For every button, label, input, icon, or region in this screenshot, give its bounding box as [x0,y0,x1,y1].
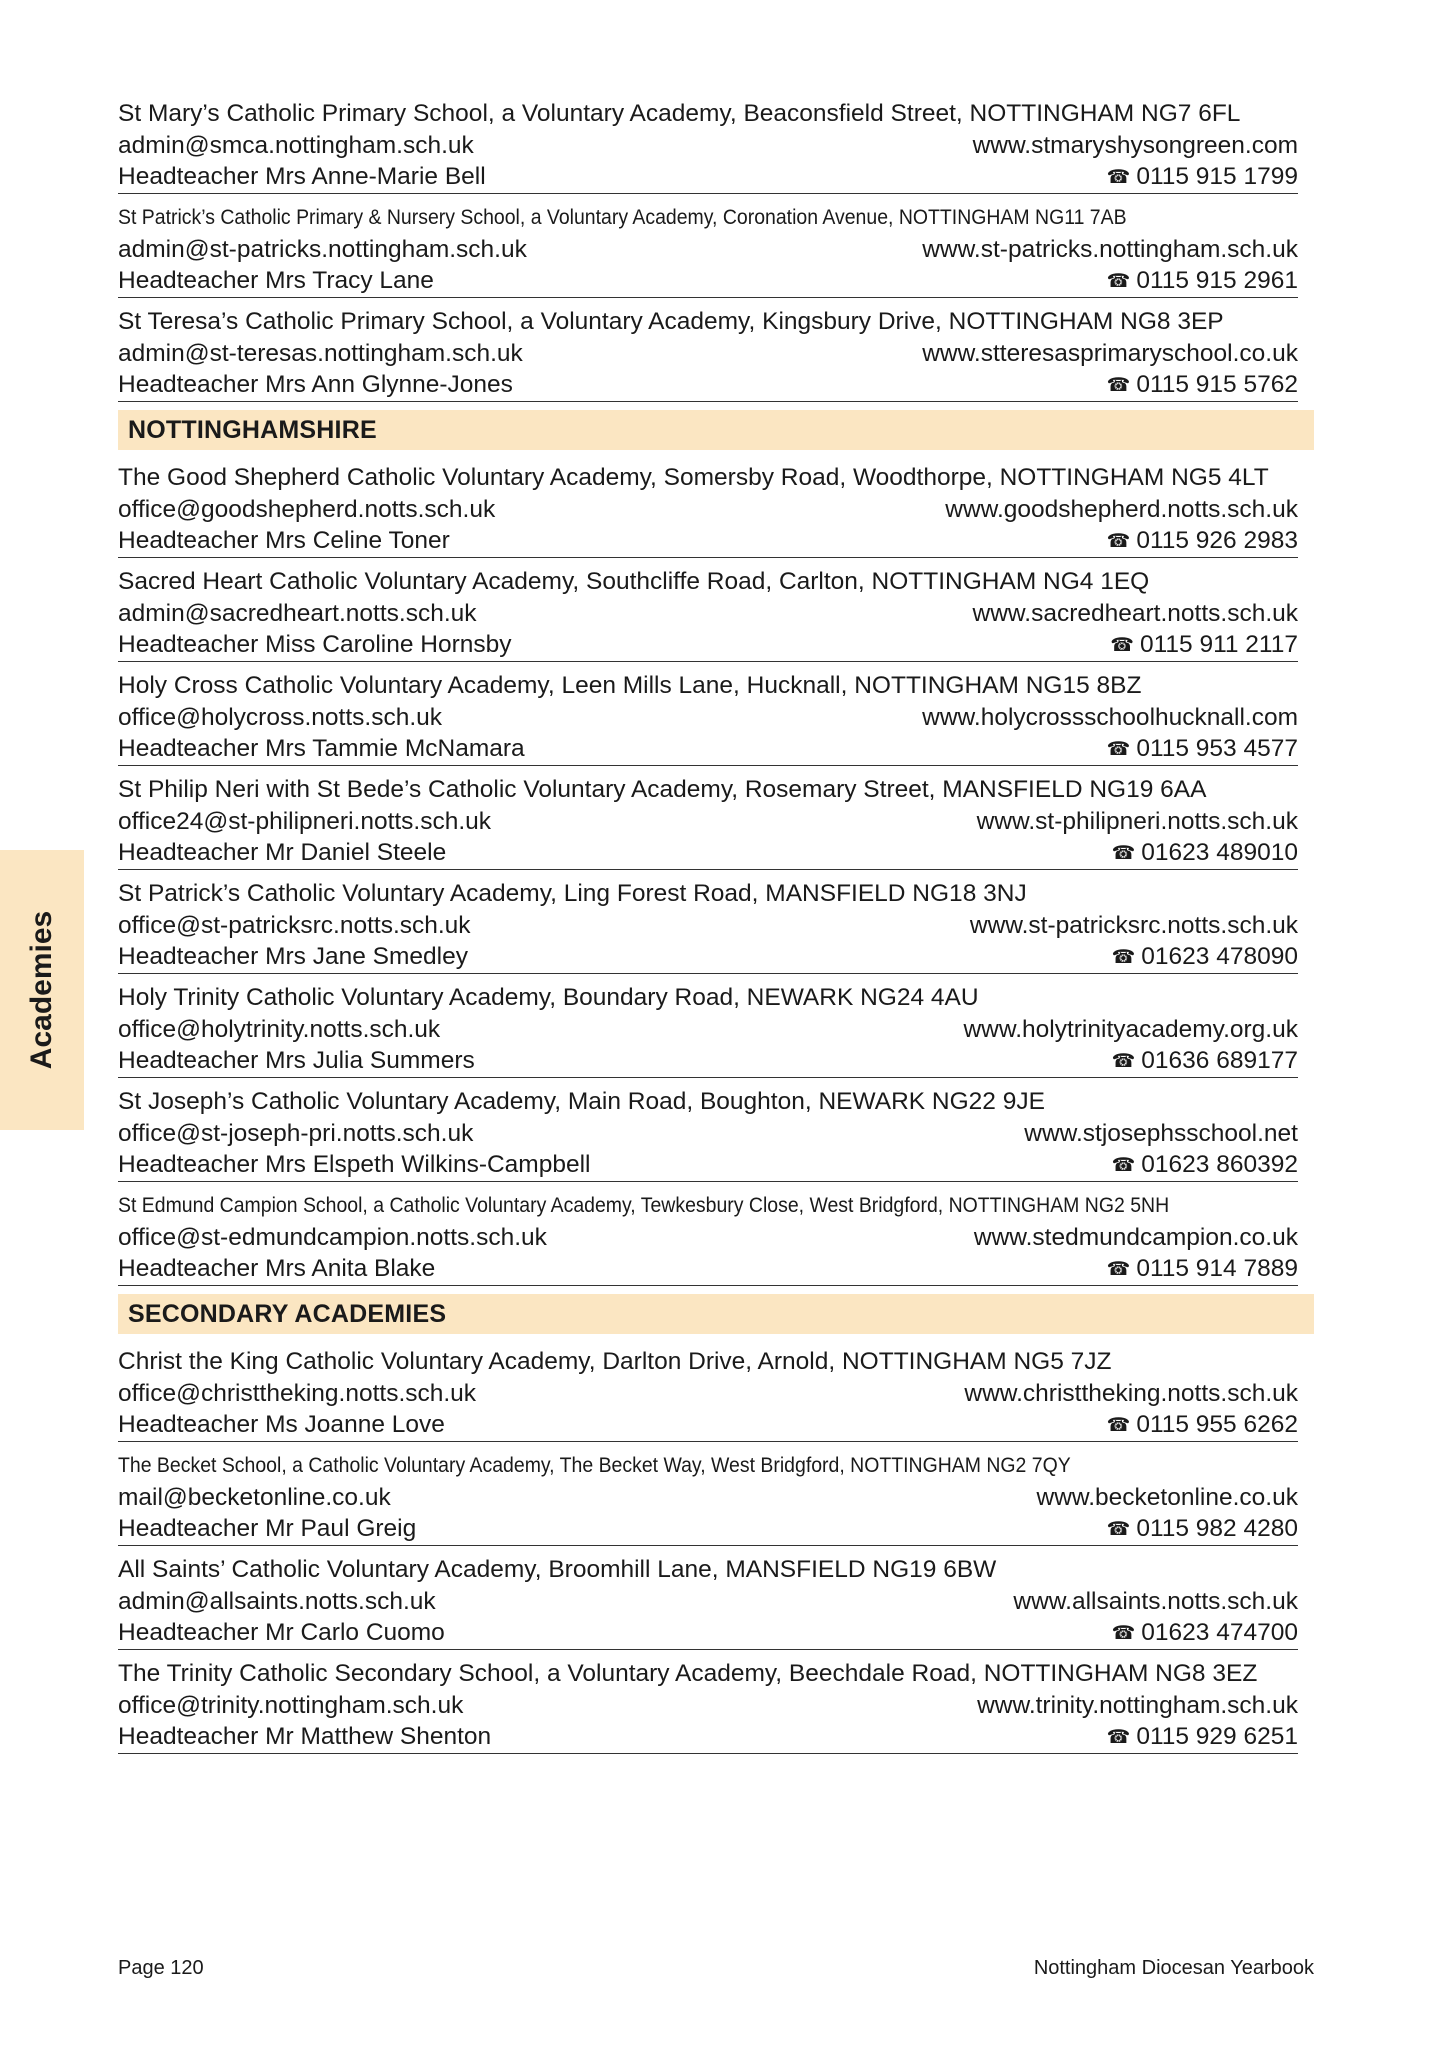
school-website-link[interactable]: www.stjosephsschool.net [1024,1119,1298,1147]
phone-number [1107,163,1298,193]
phone-text: 01623 860392 [1141,1151,1298,1178]
side-tab-academies [0,850,84,1130]
phone-number [1112,943,1298,973]
school-website-link[interactable]: www.st-patricks.nottingham.sch.uk [922,235,1298,263]
section-title: SECONDARY ACADEMIES [128,1299,447,1328]
school-email-link[interactable]: office@goodshepherd.notts.sch.uk [118,495,496,523]
school-entry [118,202,1298,298]
school-entry [118,1554,1298,1650]
phone-text: 01623 478090 [1141,943,1298,970]
directory-listing [118,98,1314,1762]
school-entry [118,670,1298,766]
headteacher-name: Headteacher Mr Paul Greig [118,1515,417,1542]
school-entry [118,1346,1298,1442]
headteacher-name: Headteacher Mrs Anne-Marie Bell [118,163,486,190]
phone-text: 0115 911 2117 [1139,631,1298,658]
school-address: St Patrick’s Catholic Primary & Nursery School, a Voluntary Academy, Coronation Avenue, NOTTINGHAM NG11 7AB [118,205,1127,229]
school-address: St Joseph’s Catholic Voluntary Academy, Main Road, Boughton, NEWARK NG22 9JE [118,1088,1045,1115]
telephone-icon: ☎ [1111,843,1136,864]
school-email-link[interactable]: office@holytrinity.notts.sch.uk [118,1015,441,1043]
school-entry [118,98,1298,194]
section-header [118,410,1314,450]
telephone-icon: ☎ [1110,635,1134,656]
phone-number [1107,1411,1298,1441]
phone-text: 0115 955 6262 [1136,1411,1298,1438]
headteacher-name: Headteacher Ms Joanne Love [118,1411,445,1438]
headteacher-name: Headteacher Mrs Elspeth Wilkins-Campbell [118,1151,591,1178]
school-address: The Trinity Catholic Secondary School, a Voluntary Academy, Beechdale Road, NOTTINGHAM NG8 3EZ [118,1660,1258,1687]
school-entry [118,1450,1298,1546]
school-entry [118,982,1298,1078]
headteacher-name: Headteacher Mrs Anita Blake [118,1255,436,1282]
telephone-icon: ☎ [1106,375,1131,396]
headteacher-name: Headteacher Mrs Julia Summers [118,1047,475,1074]
phone-text: 0115 914 7889 [1136,1255,1298,1282]
telephone-icon: ☎ [1111,947,1136,968]
school-address: The Good Shepherd Catholic Voluntary Academy, Somersby Road, Woodthorpe, NOTTINGHAM NG5 4LT [118,464,1269,491]
school-website-link[interactable]: www.stedmundcampion.co.uk [973,1223,1298,1251]
school-email-link[interactable]: office@st-joseph-pri.notts.sch.uk [118,1119,474,1147]
school-email-link[interactable]: office@st-patricksrc.notts.sch.uk [118,911,471,939]
school-email-link[interactable]: office@christtheking.notts.sch.uk [118,1379,477,1407]
headteacher-name: Headteacher Mrs Tracy Lane [118,267,434,294]
school-website-link[interactable]: www.christtheking.notts.sch.uk [964,1379,1298,1407]
school-address: The Becket School, a Catholic Voluntary Academy, The Becket Way, West Bridgford, NOTTINGHAM NG2 7QY [118,1453,1071,1477]
school-website-link[interactable]: www.goodshepherd.notts.sch.uk [945,495,1298,523]
telephone-icon: ☎ [1106,271,1131,292]
telephone-icon: ☎ [1106,1259,1131,1280]
school-website-link[interactable]: www.holytrinityacademy.org.uk [963,1015,1298,1043]
school-entry [118,1086,1298,1182]
school-email-link[interactable]: admin@allsaints.notts.sch.uk [118,1587,436,1615]
school-entry [118,878,1298,974]
section-header [118,1294,1314,1334]
school-website-link[interactable]: www.allsaints.notts.sch.uk [1013,1587,1298,1615]
school-email-link[interactable]: mail@becketonline.co.uk [118,1483,391,1511]
headteacher-name: Headteacher Mrs Celine Toner [118,527,450,554]
headteacher-name: Headteacher Mrs Jane Smedley [118,943,468,970]
school-email-link[interactable]: admin@smca.nottingham.sch.uk [118,131,474,159]
phone-number [1107,1515,1298,1545]
phone-number [1107,1255,1298,1285]
phone-text: 0115 915 1799 [1136,163,1298,190]
school-address: St Edmund Campion School, a Catholic Voluntary Academy, Tewkesbury Close, West Bridgford, NOTTINGHAM NG2 5NH [118,1193,1170,1217]
headteacher-name: Headteacher Mrs Tammie McNamara [118,735,525,762]
phone-number [1112,1047,1298,1077]
telephone-icon: ☎ [1111,1623,1136,1644]
school-email-link[interactable]: admin@sacredheart.notts.sch.uk [118,599,477,627]
phone-text: 0115 915 2961 [1136,267,1298,294]
school-email-link[interactable]: office@st-edmundcampion.notts.sch.uk [118,1223,547,1251]
headteacher-name: Headteacher Mrs Ann Glynne-Jones [118,371,513,398]
school-website-link[interactable]: www.becketonline.co.uk [1036,1483,1298,1511]
phone-number [1112,1151,1298,1181]
phone-number [1107,371,1298,401]
school-email-link[interactable]: admin@st-teresas.nottingham.sch.uk [118,339,523,367]
phone-text: 01623 474700 [1141,1619,1298,1646]
school-website-link[interactable]: www.stteresasprimaryschool.co.uk [922,339,1298,367]
telephone-icon: ☎ [1106,167,1131,188]
school-website-link[interactable]: www.st-philipneri.notts.sch.uk [976,807,1298,835]
phone-number [1112,1619,1298,1649]
phone-number [1112,839,1298,869]
school-address: Christ the King Catholic Voluntary Academy, Darlton Drive, Arnold, NOTTINGHAM NG5 7JZ [118,1348,1112,1375]
telephone-icon: ☎ [1106,1519,1131,1540]
school-address: St Mary’s Catholic Primary School, a Voluntary Academy, Beaconsfield Street, NOTTINGHAM NG7 6FL [118,100,1241,127]
school-entry [118,306,1298,402]
phone-text: 01623 489010 [1141,839,1298,866]
telephone-icon: ☎ [1106,1727,1131,1748]
school-website-link[interactable]: www.trinity.nottingham.sch.uk [977,1691,1298,1719]
school-address: St Patrick’s Catholic Voluntary Academy, Ling Forest Road, MANSFIELD NG18 3NJ [118,880,1027,907]
page-number: Page 120 [118,1957,204,1979]
telephone-icon: ☎ [1111,1155,1136,1176]
school-entry [118,1658,1298,1754]
phone-text: 0115 982 4280 [1136,1515,1298,1542]
telephone-icon: ☎ [1106,739,1131,760]
school-address: St Philip Neri with St Bede’s Catholic Voluntary Academy, Rosemary Street, MANSFIELD NG19 6AA [118,776,1207,803]
telephone-icon: ☎ [1106,1415,1131,1436]
school-address: All Saints’ Catholic Voluntary Academy, Broomhill Lane, MANSFIELD NG19 6BW [118,1556,997,1583]
phone-number [1107,267,1298,297]
headteacher-name: Headteacher Mr Carlo Cuomo [118,1619,445,1646]
headteacher-name: Headteacher Miss Caroline Hornsby [118,631,512,658]
school-entry [118,774,1298,870]
phone-text: 0115 915 5762 [1136,371,1298,398]
school-website-link[interactable]: www.sacredheart.notts.sch.uk [972,599,1298,627]
school-website-link[interactable]: www.stmaryshysongreen.com [972,131,1298,159]
school-address: Holy Cross Catholic Voluntary Academy, Leen Mills Lane, Hucknall, NOTTINGHAM NG15 8BZ [118,672,1142,699]
school-email-link[interactable]: admin@st-patricks.nottingham.sch.uk [118,235,527,263]
telephone-icon: ☎ [1106,531,1131,552]
publication-title: Nottingham Diocesan Yearbook [1033,1957,1314,1979]
phone-number [1110,631,1298,661]
school-entry [118,462,1298,558]
telephone-icon: ☎ [1111,1051,1136,1072]
phone-text: 0115 926 2983 [1136,527,1298,554]
school-email-link[interactable]: office24@st-philipneri.notts.sch.uk [118,807,492,835]
phone-text: 0115 953 4577 [1136,735,1298,762]
school-address: Sacred Heart Catholic Voluntary Academy, Southcliffe Road, Carlton, NOTTINGHAM NG4 1EQ [118,568,1150,595]
school-email-link[interactable]: office@trinity.nottingham.sch.uk [118,1691,464,1719]
phone-number [1107,735,1298,765]
school-website-link[interactable]: www.holycrossschoolhucknall.com [922,703,1298,731]
phone-text: 01636 689177 [1141,1047,1298,1074]
school-address: Holy Trinity Catholic Voluntary Academy, Boundary Road, NEWARK NG24 4AU [118,984,979,1011]
school-email-link[interactable]: office@holycross.notts.sch.uk [118,703,443,731]
phone-text: 0115 929 6251 [1136,1723,1298,1750]
phone-number [1107,527,1298,557]
headteacher-name: Headteacher Mr Matthew Shenton [118,1723,492,1750]
school-website-link[interactable]: www.st-patricksrc.notts.sch.uk [969,911,1298,939]
section-title: NOTTINGHAMSHIRE [128,415,377,444]
headteacher-name: Headteacher Mr Daniel Steele [118,839,447,866]
side-tab-label: Academies [25,910,58,1070]
phone-number [1107,1723,1298,1753]
school-entry [118,1190,1298,1286]
school-address: St Teresa’s Catholic Primary School, a Voluntary Academy, Kingsbury Drive, NOTTINGHAM NG8 3EP [118,308,1224,335]
school-entry [118,566,1298,662]
